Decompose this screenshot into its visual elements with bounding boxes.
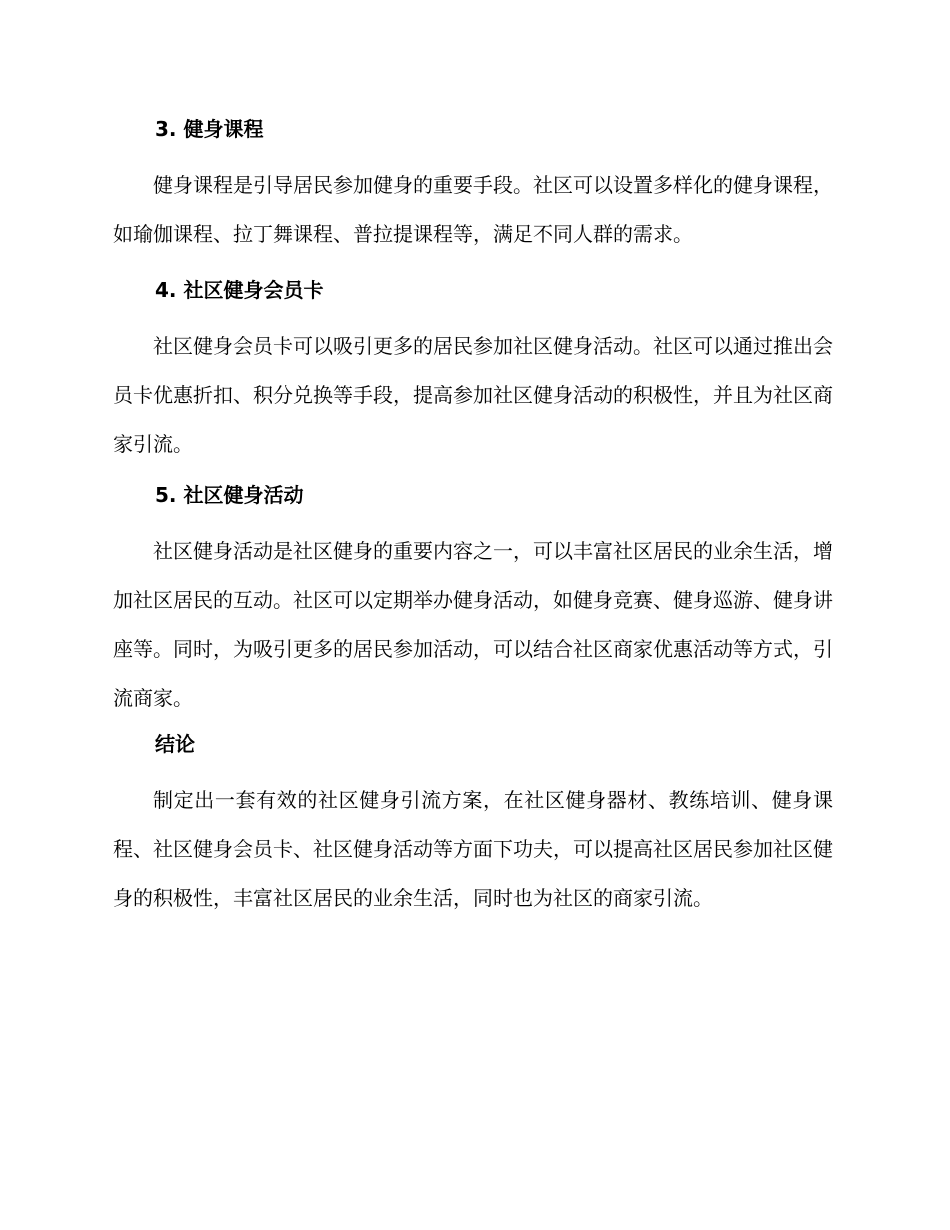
section-paragraph-conclusion: 制定出一套有效的社区健身引流方案，在社区健身器材、教练培训、健身课程、社区健身会员卡、社区健身活动等方面下功夫，可以提高社区居民参加社区健身的积极性，丰富社区居民的业余生活，同时也为社区的商家引流。: [113, 788, 833, 910]
section-paragraph-fitness-activities: 社区健身活动是社区健身的重要内容之一，可以丰富社区居民的业余生活，增加社区居民的互动。社区可以定期举办健身活动，如健身竞赛、健身巡游、健身讲座等。同时，为吸引更多的居民参加活动，可以结合社区商家优惠活动等方式，引流商家。: [113, 539, 833, 710]
section-heading-fitness-activities: 5. 社区健身活动: [155, 483, 304, 507]
section-paragraph-fitness-courses: 健身课程是引导居民参加健身的重要手段。社区可以设置多样化的健身课程，如瑜伽课程、拉丁舞课程、普拉提课程等，满足不同人群的需求。: [113, 173, 833, 246]
section-heading-membership-card: 4. 社区健身会员卡: [155, 278, 324, 302]
section-heading-conclusion: 结论: [155, 732, 195, 756]
section-paragraph-membership-card: 社区健身会员卡可以吸引更多的居民参加社区健身活动。社区可以通过推出会员卡优惠折扣、积分兑换等手段，提高参加社区健身活动的积极性，并且为社区商家引流。: [113, 334, 833, 456]
section-heading-fitness-courses: 3. 健身课程: [155, 117, 264, 141]
